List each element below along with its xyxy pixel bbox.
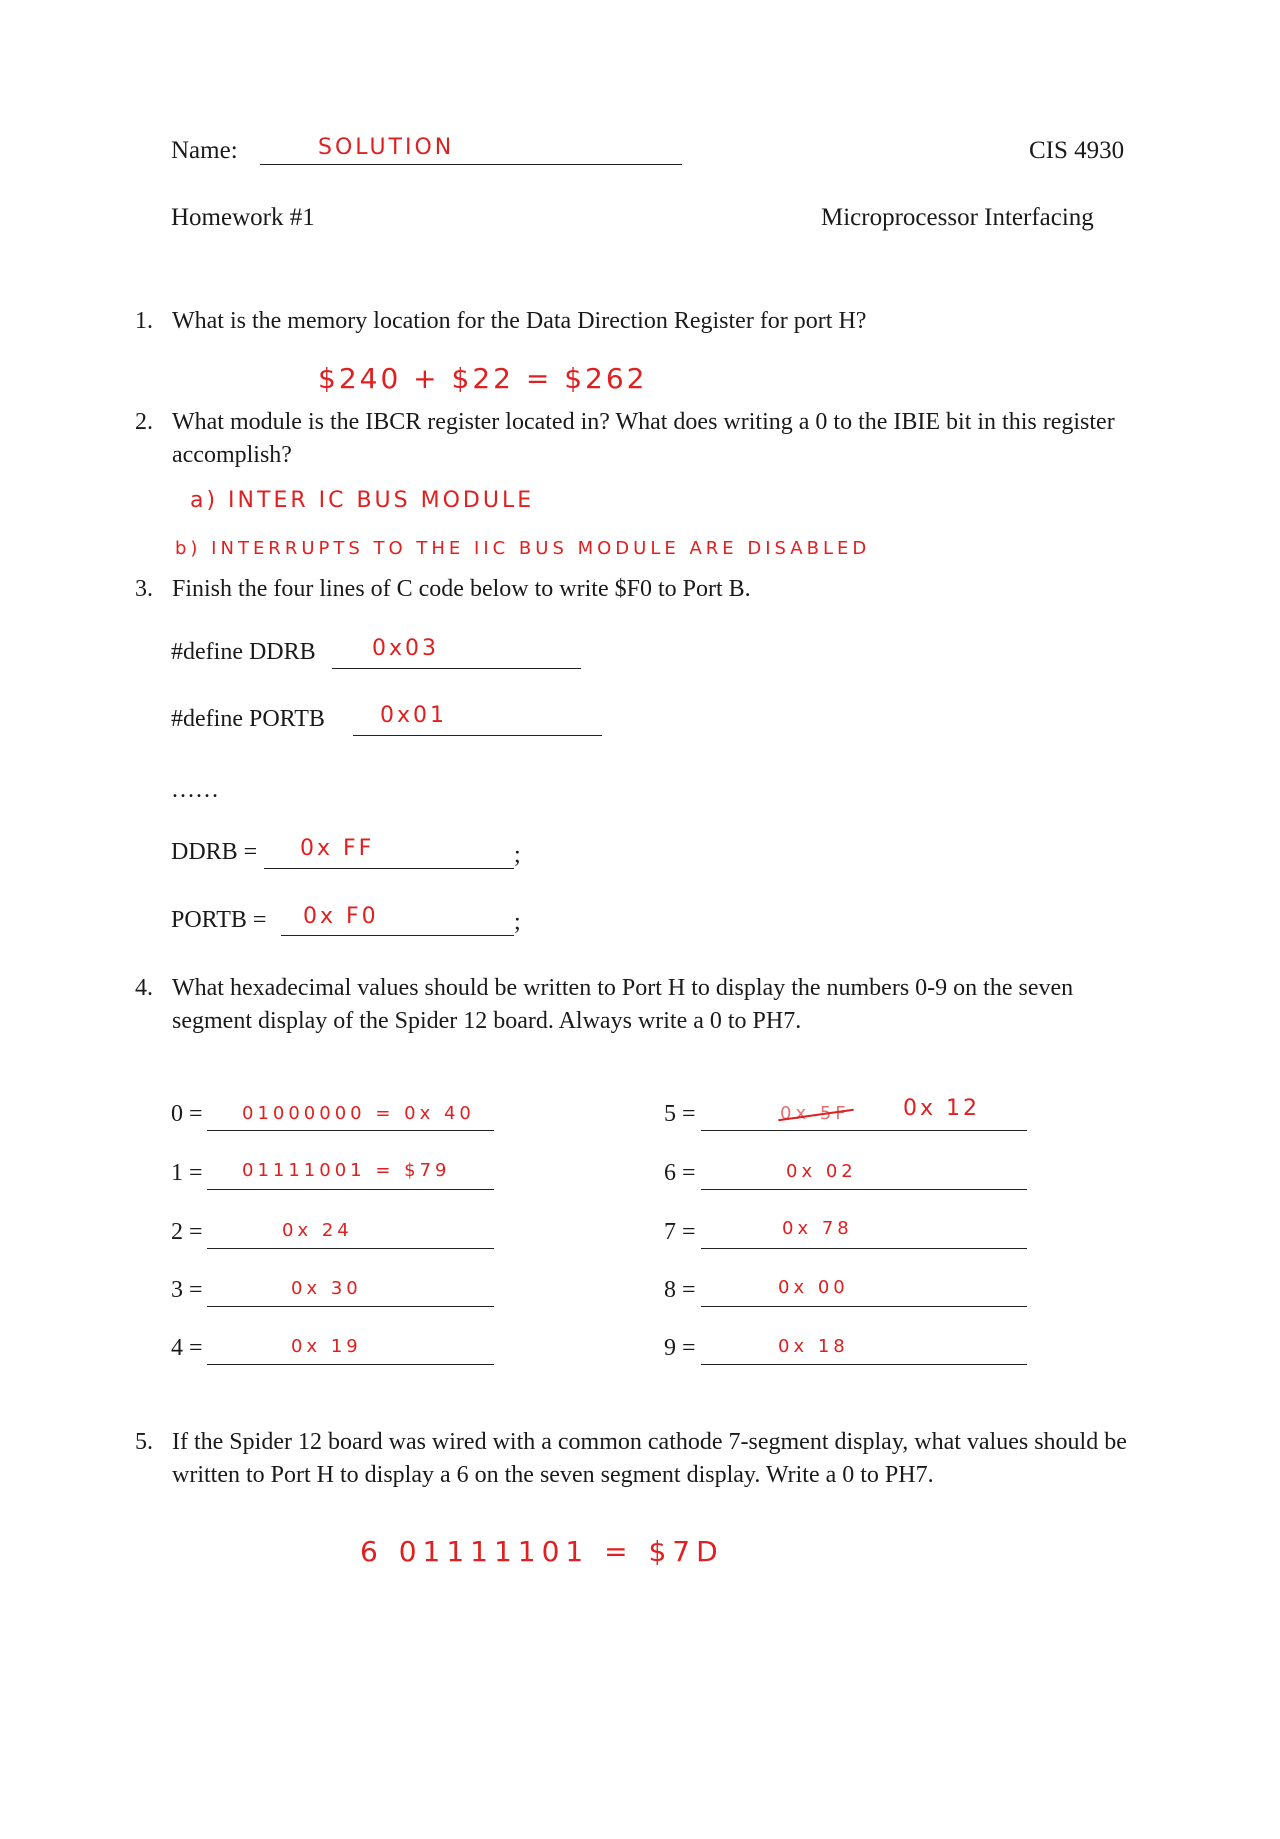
digit-6-underline (701, 1189, 1027, 1190)
code-ellipsis: …… (171, 777, 219, 803)
digit-0-value: 01000000 = 0x 40 (242, 1103, 475, 1124)
portb-assign-underline (281, 935, 514, 936)
define-portb-value: 0x01 (380, 703, 448, 728)
define-ddrb-label: #define DDRB (171, 639, 316, 665)
digit-6-value: 0x 02 (786, 1161, 857, 1182)
digit-5-crossed-out: 0x 5F (780, 1103, 850, 1124)
q2-text: What module is the IBCR register located in? What does writing a 0 to the IBIE bit in this register accomplish? (172, 409, 1115, 468)
digit-8-label: 8 = (664, 1277, 696, 1303)
q2-number: 2. (135, 409, 153, 435)
q5-number: 5. (135, 1429, 153, 1455)
name-label: Name: (171, 137, 238, 164)
ddrb-assign-underline (264, 868, 514, 869)
digit-9-underline (701, 1364, 1027, 1365)
q3-text: Finish the four lines of C code below to write $F0 to Port B. (172, 576, 751, 602)
digit-4-label: 4 = (171, 1335, 203, 1361)
q2-answer-b: b) INTERRUPTS TO THE IIC BUS MODULE ARE DISABLED (175, 538, 871, 559)
digit-7-label: 7 = (664, 1219, 696, 1245)
digit-2-value: 0x 24 (282, 1220, 353, 1241)
digit-5-label: 5 = (664, 1101, 696, 1127)
define-portb-label: #define PORTB (171, 706, 325, 732)
name-underline (260, 164, 682, 165)
course-title: Microprocessor Interfacing (821, 204, 1094, 231)
digit-8-value: 0x 00 (778, 1277, 849, 1298)
digit-9-label: 9 = (664, 1335, 696, 1361)
q2-answer-a: a) INTER IC BUS MODULE (190, 488, 535, 513)
digit-3-underline (207, 1306, 494, 1307)
digit-7-value: 0x 78 (782, 1218, 853, 1239)
digit-5-value: 0x 12 (903, 1096, 981, 1121)
q4-number: 4. (135, 975, 153, 1001)
digit-7-underline (701, 1248, 1027, 1249)
digit-9-value: 0x 18 (778, 1336, 849, 1357)
portb-semicolon: ; (514, 909, 521, 935)
ddrb-assign-value: 0x FF (300, 836, 375, 861)
course-code: CIS 4930 (1029, 137, 1125, 164)
portb-assign-value: 0x F0 (303, 904, 379, 929)
q3-number: 3. (135, 576, 153, 602)
digit-0-label: 0 = (171, 1101, 203, 1127)
digit-4-value: 0x 19 (291, 1336, 362, 1357)
q1-answer: $240 + $22 = $262 (318, 362, 648, 395)
q1-number: 1. (135, 308, 153, 334)
q5-answer: 6 01111101 = $7D (360, 1535, 724, 1568)
digit-2-label: 2 = (171, 1219, 203, 1245)
digit-4-underline (207, 1364, 494, 1365)
digit-5-underline (701, 1130, 1027, 1131)
ddrb-semicolon: ; (514, 842, 521, 868)
ddrb-assign-label: DDRB = (171, 839, 258, 865)
digit-1-value: 01111001 = $79 (242, 1160, 451, 1181)
assignment-title: Homework #1 (171, 204, 315, 231)
q4-text: What hexadecimal values should be written to Port H to display the numbers 0-9 on the seven segment display of the Spider 12 board. Always write a 0 to PH7. (172, 975, 1074, 1034)
define-portb-underline (353, 735, 602, 736)
q5-text: If the Spider 12 board was wired with a common cathode 7-segment display, what values should be written to Port H to display a 6 on the seven segment display. Write a 0 to PH7. (172, 1429, 1127, 1488)
digit-0-underline (207, 1130, 494, 1131)
digit-1-label: 1 = (171, 1160, 203, 1186)
define-ddrb-value: 0x03 (372, 636, 440, 661)
q1-text: What is the memory location for the Data Direction Register for port H? (172, 308, 867, 334)
digit-1-underline (207, 1189, 494, 1190)
define-ddrb-underline (332, 668, 581, 669)
digit-3-label: 3 = (171, 1277, 203, 1303)
name-value: SOLUTION (318, 135, 455, 160)
digit-3-value: 0x 30 (291, 1278, 362, 1299)
portb-assign-label: PORTB = (171, 907, 267, 933)
digit-6-label: 6 = (664, 1160, 696, 1186)
digit-2-underline (207, 1248, 494, 1249)
digit-8-underline (701, 1306, 1027, 1307)
